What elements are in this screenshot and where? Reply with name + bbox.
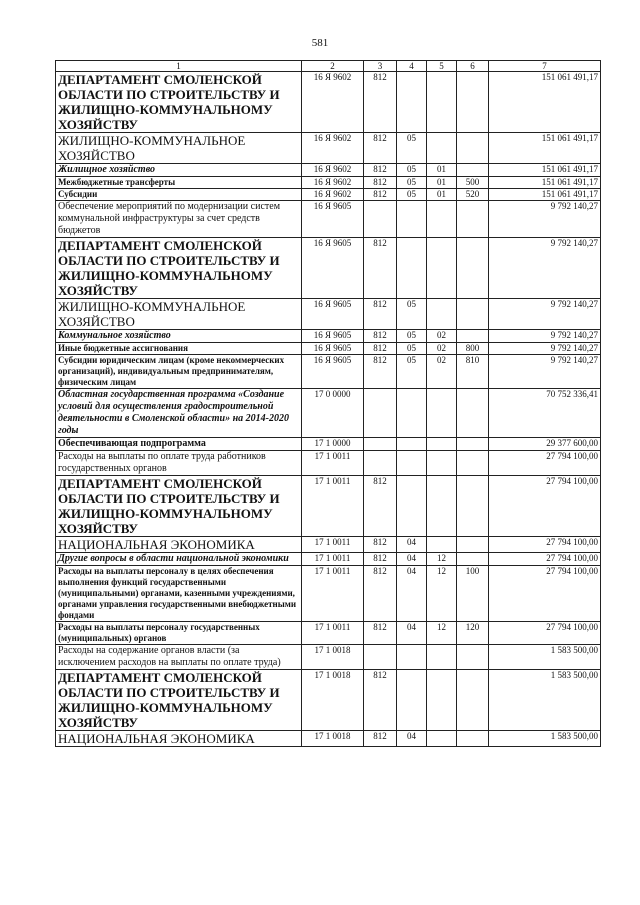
target-article-code: 17 1 0011 [302, 566, 364, 622]
subsection-code: 12 [427, 566, 457, 622]
section-code: 04 [397, 553, 427, 566]
section-code [397, 389, 427, 438]
section-code: 05 [397, 330, 427, 343]
column-header: 1 [56, 61, 302, 72]
amount: 9 792 140,27 [489, 201, 601, 238]
expense-type-code [457, 537, 489, 553]
table-row [56, 645, 601, 670]
amount: 9 792 140,27 [489, 299, 601, 330]
page-number: 581 [311, 37, 329, 49]
administrator-code: 812 [364, 72, 397, 133]
subsection-code [427, 476, 457, 537]
expense-type-code: 100 [457, 566, 489, 622]
column-header: 3 [364, 61, 397, 72]
column-header: 6 [457, 61, 489, 72]
row-name: ЖИЛИЩНО-КОММУНАЛЬНОЕ ХОЗЯЙСТВО [56, 299, 302, 330]
row-name: Обеспечивающая подпрограмма [56, 438, 302, 451]
expense-type-code [457, 645, 489, 670]
subsection-code: 12 [427, 553, 457, 566]
section-code [397, 451, 427, 476]
amount: 27 794 100,00 [489, 476, 601, 537]
expense-type-code [457, 164, 489, 177]
table-row [56, 133, 601, 164]
target-article-code: 16 Я 9605 [302, 355, 364, 389]
amount: 27 794 100,00 [489, 537, 601, 553]
target-article-code: 16 Я 9605 [302, 299, 364, 330]
target-article-code: 16 Я 9602 [302, 164, 364, 177]
amount: 9 792 140,27 [489, 343, 601, 355]
subsection-code: 12 [427, 622, 457, 645]
expense-type-code: 500 [457, 177, 489, 189]
target-article-code: 16 Я 9602 [302, 133, 364, 164]
row-name: НАЦИОНАЛЬНАЯ ЭКОНОМИКА [56, 731, 302, 747]
table-row [56, 537, 601, 553]
target-article-code: 17 1 0018 [302, 670, 364, 731]
target-article-code: 17 1 0011 [302, 537, 364, 553]
amount: 9 792 140,27 [489, 355, 601, 389]
amount: 9 792 140,27 [489, 238, 601, 299]
column-header: 7 [489, 61, 601, 72]
subsection-code [427, 201, 457, 238]
subsection-code: 01 [427, 164, 457, 177]
administrator-code: 812 [364, 330, 397, 343]
section-code [397, 201, 427, 238]
target-article-code: 17 1 0011 [302, 622, 364, 645]
administrator-code: 812 [364, 177, 397, 189]
subsection-code: 02 [427, 343, 457, 355]
section-code: 05 [397, 189, 427, 201]
administrator-code: 812 [364, 189, 397, 201]
table-row [56, 451, 601, 476]
row-name: Жилищное хозяйство [56, 164, 302, 177]
subsection-code [427, 670, 457, 731]
budget-table [55, 60, 601, 747]
amount: 1 583 500,00 [489, 670, 601, 731]
amount: 27 794 100,00 [489, 566, 601, 622]
table-row [56, 299, 601, 330]
table-row [56, 355, 601, 389]
row-name: Обеспечение мероприятий по модернизации систем коммунальной инфраструктуры за счет средств бюджетов [56, 201, 302, 238]
target-article-code: 17 1 0018 [302, 645, 364, 670]
column-header: 4 [397, 61, 427, 72]
row-name: Областная государственная программа «Создание условий для осуществления градостроительной деятельности в Смоленской области» на 2014-2020 годы [56, 389, 302, 438]
table-body [56, 72, 601, 747]
amount: 27 794 100,00 [489, 553, 601, 566]
section-code [397, 238, 427, 299]
administrator-code [364, 645, 397, 670]
table-row [56, 622, 601, 645]
table-row [56, 670, 601, 731]
row-name: Субсидии [56, 189, 302, 201]
administrator-code: 812 [364, 566, 397, 622]
amount: 151 061 491,17 [489, 164, 601, 177]
section-code [397, 645, 427, 670]
row-name: Иные бюджетные ассигнования [56, 343, 302, 355]
table-row [56, 389, 601, 438]
administrator-code [364, 451, 397, 476]
row-name: Расходы на выплаты персоналу в целях обеспечения выполнения функций государственными (муниципальными) органами, казенными учреждениями, органами управления государственными внебюджетными фондами [56, 566, 302, 622]
administrator-code: 812 [364, 731, 397, 747]
administrator-code: 812 [364, 299, 397, 330]
subsection-code: 01 [427, 177, 457, 189]
row-name: Коммунальное хозяйство [56, 330, 302, 343]
row-name: ДЕПАРТАМЕНТ СМОЛЕНСКОЙ ОБЛАСТИ ПО СТРОИТЕЛЬСТВУ И ЖИЛИЩНО-КОММУНАЛЬНОМУ ХОЗЯЙСТВУ [56, 238, 302, 299]
row-name: Другие вопросы в области национальной экономики [56, 553, 302, 566]
administrator-code: 812 [364, 537, 397, 553]
section-code [397, 670, 427, 731]
section-code: 05 [397, 355, 427, 389]
expense-type-code [457, 389, 489, 438]
expense-type-code [457, 201, 489, 238]
expense-type-code: 800 [457, 343, 489, 355]
table-row [56, 438, 601, 451]
section-code [397, 438, 427, 451]
row-name: ДЕПАРТАМЕНТ СМОЛЕНСКОЙ ОБЛАСТИ ПО СТРОИТЕЛЬСТВУ И ЖИЛИЩНО-КОММУНАЛЬНОМУ ХОЗЯЙСТВУ [56, 670, 302, 731]
administrator-code: 812 [364, 343, 397, 355]
section-code: 05 [397, 343, 427, 355]
row-name: Расходы на содержание органов власти (за исключением расходов на выплаты по оплате труда) [56, 645, 302, 670]
expense-type-code: 520 [457, 189, 489, 201]
column-header: 2 [302, 61, 364, 72]
target-article-code: 17 1 0018 [302, 731, 364, 747]
column-number-row [56, 61, 601, 72]
expense-type-code [457, 670, 489, 731]
amount: 151 061 491,17 [489, 177, 601, 189]
table-row [56, 343, 601, 355]
target-article-code: 16 Я 9605 [302, 201, 364, 238]
target-article-code: 16 Я 9605 [302, 238, 364, 299]
subsection-code: 01 [427, 189, 457, 201]
expense-type-code [457, 731, 489, 747]
section-code: 04 [397, 622, 427, 645]
target-article-code: 17 1 0000 [302, 438, 364, 451]
administrator-code [364, 438, 397, 451]
row-name: Субсидии юридическим лицам (кроме некоммерческих организаций), индивидуальным предпринимателям, физическим лицам [56, 355, 302, 389]
subsection-code [427, 299, 457, 330]
table-row [56, 553, 601, 566]
table-row [56, 238, 601, 299]
expense-type-code [457, 438, 489, 451]
row-name: Межбюджетные трансферты [56, 177, 302, 189]
amount: 27 794 100,00 [489, 622, 601, 645]
table-row [56, 476, 601, 537]
subsection-code [427, 389, 457, 438]
administrator-code: 812 [364, 553, 397, 566]
section-code: 05 [397, 299, 427, 330]
row-name: Расходы на выплаты по оплате труда работников государственных органов [56, 451, 302, 476]
administrator-code: 812 [364, 238, 397, 299]
table-row [56, 177, 601, 189]
amount: 1 583 500,00 [489, 731, 601, 747]
section-code [397, 476, 427, 537]
target-article-code: 16 Я 9605 [302, 330, 364, 343]
target-article-code: 17 0 0000 [302, 389, 364, 438]
table-row [56, 201, 601, 238]
section-code: 04 [397, 566, 427, 622]
administrator-code [364, 389, 397, 438]
subsection-code: 02 [427, 330, 457, 343]
expense-type-code [457, 299, 489, 330]
amount: 151 061 491,17 [489, 72, 601, 133]
subsection-code [427, 537, 457, 553]
column-header: 5 [427, 61, 457, 72]
subsection-code [427, 133, 457, 164]
amount: 151 061 491,17 [489, 133, 601, 164]
section-code [397, 72, 427, 133]
row-name: ДЕПАРТАМЕНТ СМОЛЕНСКОЙ ОБЛАСТИ ПО СТРОИТЕЛЬСТВУ И ЖИЛИЩНО-КОММУНАЛЬНОМУ ХОЗЯЙСТВУ [56, 72, 302, 133]
section-code: 05 [397, 133, 427, 164]
expense-type-code [457, 72, 489, 133]
expense-type-code: 810 [457, 355, 489, 389]
target-article-code: 16 Я 9605 [302, 343, 364, 355]
subsection-code [427, 731, 457, 747]
amount: 29 377 600,00 [489, 438, 601, 451]
expense-type-code: 120 [457, 622, 489, 645]
subsection-code [427, 438, 457, 451]
table-row [56, 72, 601, 133]
expense-type-code [457, 133, 489, 164]
section-code: 05 [397, 177, 427, 189]
subsection-code [427, 72, 457, 133]
target-article-code: 17 1 0011 [302, 451, 364, 476]
expense-type-code [457, 553, 489, 566]
subsection-code [427, 238, 457, 299]
expense-type-code [457, 238, 489, 299]
administrator-code: 812 [364, 622, 397, 645]
target-article-code: 17 1 0011 [302, 476, 364, 537]
row-name: Расходы на выплаты персоналу государственных (муниципальных) органов [56, 622, 302, 645]
target-article-code: 17 1 0011 [302, 553, 364, 566]
target-article-code: 16 Я 9602 [302, 189, 364, 201]
table-row [56, 189, 601, 201]
table-row [56, 566, 601, 622]
expense-type-code [457, 330, 489, 343]
amount: 9 792 140,27 [489, 330, 601, 343]
section-code: 04 [397, 731, 427, 747]
section-code: 04 [397, 537, 427, 553]
table-row [56, 731, 601, 747]
row-name: ЖИЛИЩНО-КОММУНАЛЬНОЕ ХОЗЯЙСТВО [56, 133, 302, 164]
subsection-code [427, 451, 457, 476]
row-name: НАЦИОНАЛЬНАЯ ЭКОНОМИКА [56, 537, 302, 553]
expense-type-code [457, 476, 489, 537]
subsection-code [427, 645, 457, 670]
administrator-code: 812 [364, 164, 397, 177]
administrator-code [364, 201, 397, 238]
administrator-code: 812 [364, 133, 397, 164]
administrator-code: 812 [364, 670, 397, 731]
expense-type-code [457, 451, 489, 476]
amount: 70 752 336,41 [489, 389, 601, 438]
amount: 151 061 491,17 [489, 189, 601, 201]
table-row [56, 164, 601, 177]
target-article-code: 16 Я 9602 [302, 177, 364, 189]
amount: 1 583 500,00 [489, 645, 601, 670]
subsection-code: 02 [427, 355, 457, 389]
table-row [56, 330, 601, 343]
administrator-code: 812 [364, 355, 397, 389]
target-article-code: 16 Я 9602 [302, 72, 364, 133]
section-code: 05 [397, 164, 427, 177]
amount: 27 794 100,00 [489, 451, 601, 476]
row-name: ДЕПАРТАМЕНТ СМОЛЕНСКОЙ ОБЛАСТИ ПО СТРОИТЕЛЬСТВУ И ЖИЛИЩНО-КОММУНАЛЬНОМУ ХОЗЯЙСТВУ [56, 476, 302, 537]
administrator-code: 812 [364, 476, 397, 537]
